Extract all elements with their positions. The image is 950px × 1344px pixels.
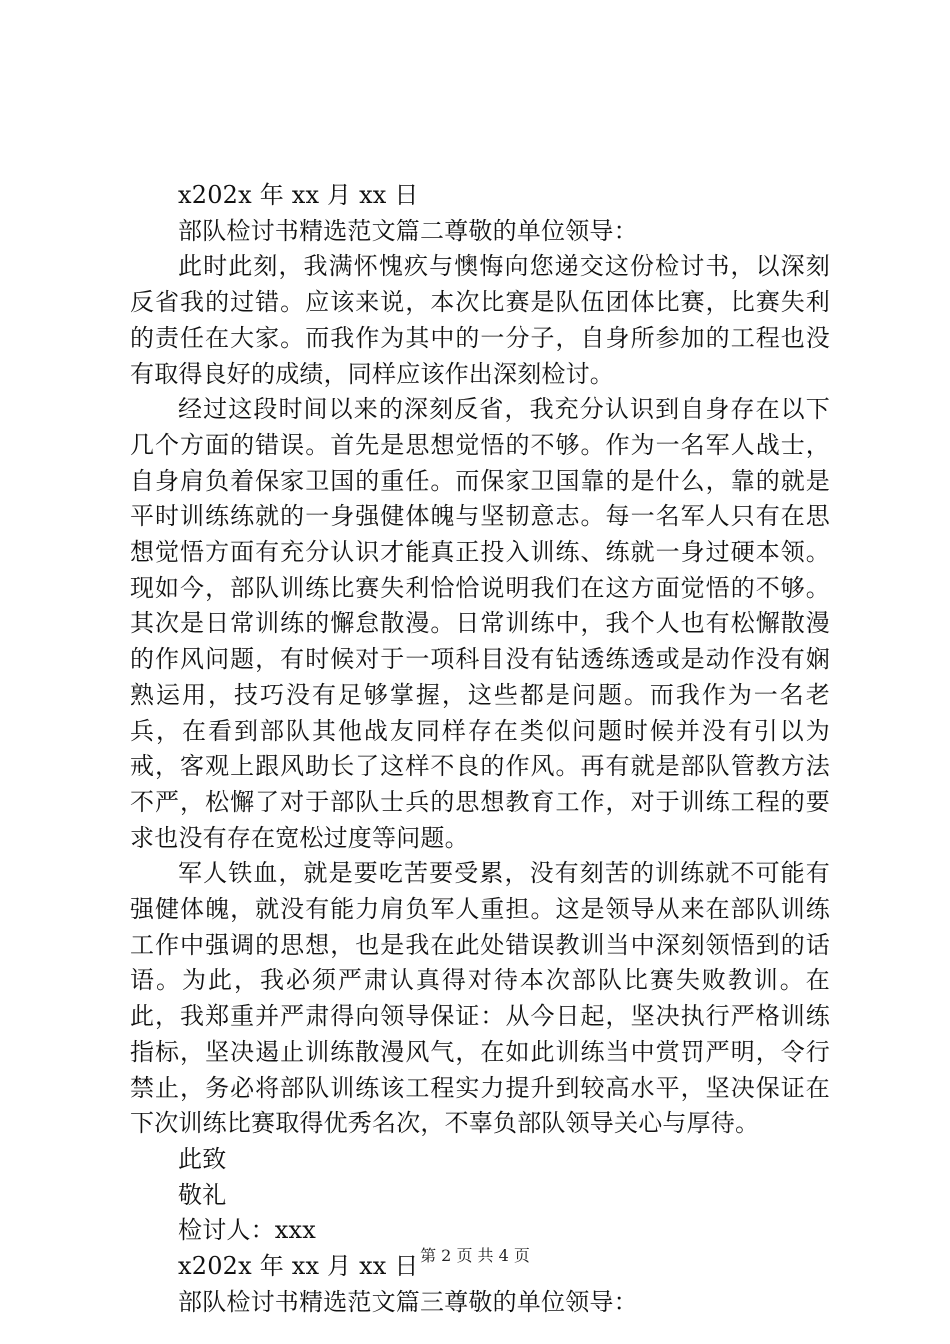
page-footer: 第 2 页 共 4 页 (420, 1246, 530, 1265)
signer-line: 检讨人：xxx (178, 1216, 317, 1245)
paragraph-3: 军人铁血，就是要吃苦要受累，没有刻苦的训练就不可能有强健体魄，就没有能力肩负军人重担。这是领导从来在部队训练工作中强调的思想，也是我在此处错误教训当中深刻领悟到的话语。为此，我必须严肃认真得对待本次部队比赛失败教训。在此，我郑重并严肃得向领导保证：从今日起，坚决执行严格训练指标，坚决遏止训练散漫风气，在如此训练当中赏罚严明，令行禁止，务必将部队训练该工程实力提升到较高水平，坚决保证在下次训练比赛取得优秀名次，不辜负部队领导关心与厚待。 (130, 859, 830, 1138)
date-line-top: x202x 年 xx 月 xx 日 (178, 181, 419, 209)
document-body (130, 178, 830, 1321)
heading-sample-three: 部队检讨书精选范文篇三尊敬的单位领导： (178, 1287, 638, 1316)
paragraph-1: 此时此刻，我满怀愧疚与懊悔向您递交这份检讨书，以深刻反省我的过错。应该来说，本次比赛是队伍团体比赛，比赛失利的责任在大家。而我作为其中的一分子，自身所参加的工程也没有取得良好的成绩，同样应该作出深刻检讨。 (130, 252, 830, 388)
closing-salutation: 此致 (178, 1144, 227, 1173)
date-line-bottom: x202x 年 xx 月 xx 日 (178, 1252, 419, 1281)
closing-regards: 敬礼 (178, 1180, 227, 1209)
heading-sample-two: 部队检讨书精选范文篇二尊敬的单位领导： (178, 216, 638, 245)
paragraph-2: 经过这段时间以来的深刻反省，我充分认识到自身存在以下几个方面的错误。首先是思想觉悟的不够。作为一名军人战士，自身肩负着保家卫国的重任。而保家卫国靠的是什么，靠的就是平时训练练就的一身强健体魄与坚韧意志。每一名军人只有在思想觉悟方面有充分认识才能真正投入训练、练就一身过硬本领。现如今，部队训练比赛失利恰恰说明我们在这方面觉悟的不够。其次是日常训练的懈怠散漫。日常训练中，我个人也有松懈散漫的作风问题，有时候对于一项科目没有钻透练透或是动作没有娴熟运用，技巧没有足够掌握，这些都是问题。而我作为一名老兵，在看到部队其他战友同样存在类似问题时候并没有引以为戒，客观上跟风助长了这样不良的作风。再有就是部队管教方法不严，松懈了对于部队士兵的思想教育工作，对于训练工程的要求也没有存在宽松过度等问题。 (130, 395, 830, 852)
